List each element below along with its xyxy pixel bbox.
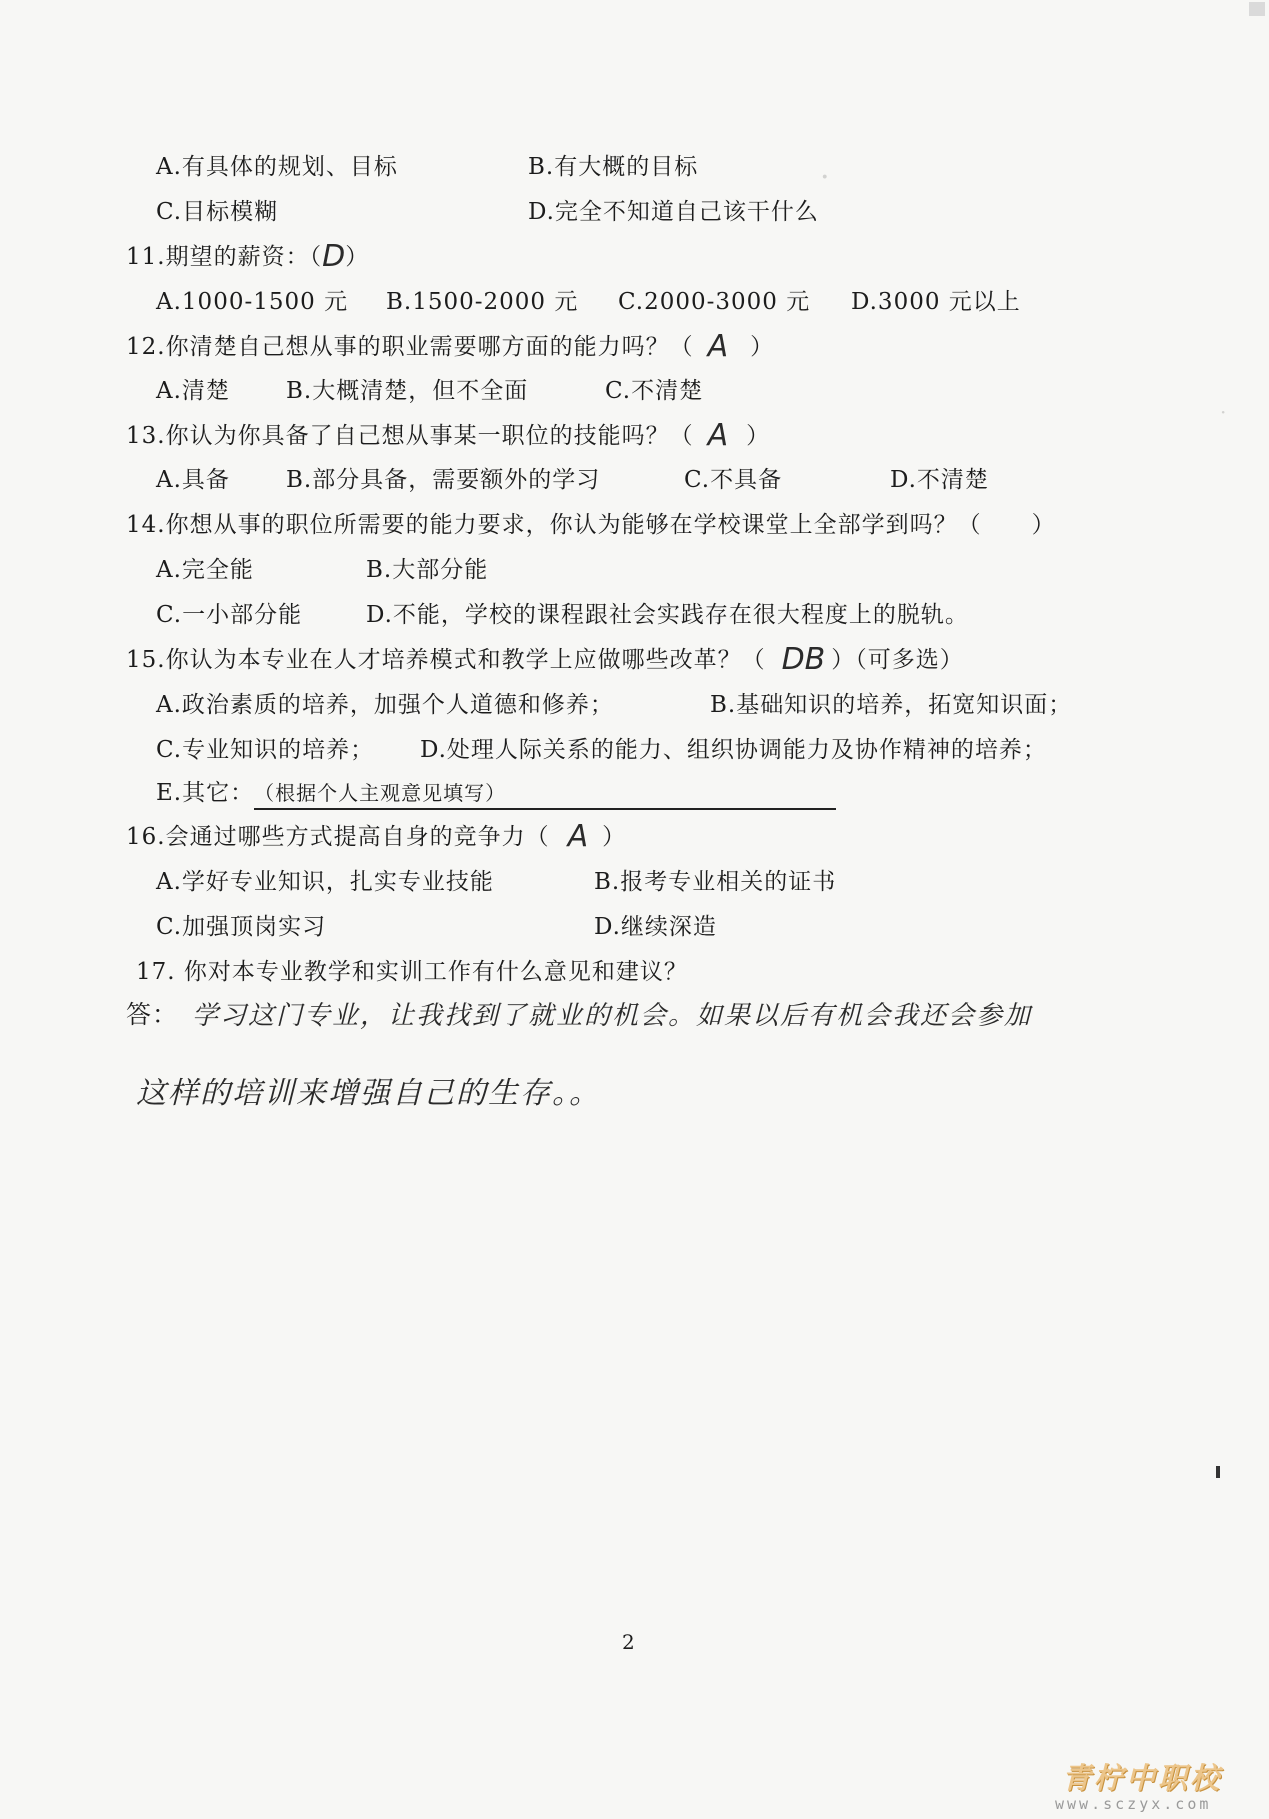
q14-stem-close: ） — [1031, 512, 1056, 538]
q15-handwritten-answer: DB — [781, 642, 826, 677]
q15-option-e — [156, 778, 836, 810]
watermark-logo: 青柠中职校 — [1062, 1761, 1223, 1795]
q13-handwritten-answer: A — [707, 418, 729, 453]
q14-option-c: C.一小部分能 — [156, 602, 303, 628]
watermark-url: www.sczyx.com — [1055, 1795, 1212, 1813]
q15-option-c: C.专业知识的培养； — [156, 737, 375, 763]
bleed-through-margin: · — [1220, 400, 1227, 424]
q12-handwritten-answer: A — [707, 329, 729, 364]
q14-option-b: B.大部分能 — [366, 557, 489, 583]
q10-option-d: D.完全不知道自己该干什么 — [528, 199, 819, 225]
q14-option-d: D.不能，学校的课程跟社会实践存在很大程度上的脱轨。 — [366, 602, 969, 628]
q15-option-d: D.处理人际关系的能力、组织协调能力及协作精神的培养； — [420, 737, 1047, 763]
q17-handwritten-answer-line-1: 学习这门专业，让我找到了就业的机会。如果以后有机会我还会参加 — [192, 1001, 1033, 1031]
q17-answer-label: 答： — [126, 1000, 179, 1029]
q13-stem-text: 13.你认为你具备了自己想从事某一职位的技能吗？（ — [126, 423, 694, 449]
q10-option-b: B.有大概的目标 — [528, 154, 699, 180]
q16-stem-text: 16.会通过哪些方式提高自身的竞争力（ — [126, 824, 550, 850]
q13-stem — [126, 418, 771, 453]
q16-option-c: C.加强顶岗实习 — [156, 914, 327, 940]
q11-option-b: B.1500-2000 元 — [386, 289, 579, 315]
page-number: 2 — [622, 1630, 635, 1654]
bleed-through-title: · — [820, 160, 830, 195]
q16-stem — [126, 819, 627, 854]
q10-option-a: A.有具体的规划、目标 — [156, 154, 398, 180]
q13-option-b: B.部分具备，需要额外的学习 — [286, 467, 601, 493]
q15-stem — [126, 642, 964, 677]
q11-stem-close: ） — [345, 244, 370, 270]
q12-stem — [126, 329, 775, 364]
q15-option-a: A.政治素质的培养，加强个人道德和修养； — [156, 692, 614, 718]
q15-option-e-label: E.其它： — [156, 780, 255, 806]
scan-corner-mark — [1249, 2, 1265, 16]
q15-stem-text: 15.你认为本专业在人才培养模式和教学上应做哪些改革？（ — [126, 647, 766, 673]
q11-option-d: D.3000 元以上 — [851, 289, 1021, 315]
q12-option-c: C.不清楚 — [605, 378, 704, 404]
q14-stem — [126, 510, 1056, 540]
q12-option-a: A.清楚 — [156, 378, 230, 404]
q13-option-d: D.不清楚 — [890, 467, 989, 493]
q16-option-d: D.继续深造 — [594, 914, 717, 940]
q13-stem-close: ） — [746, 423, 771, 449]
q12-stem-text: 12.你清楚自己想从事的职业需要哪方面的能力吗？（ — [126, 334, 694, 360]
q13-option-a: A.具备 — [156, 467, 230, 493]
q11-option-a: A.1000-1500 元 — [156, 289, 349, 315]
q16-option-a: A.学好专业知识，扎实专业技能 — [156, 869, 494, 895]
q14-stem-text: 14.你想从事的职位所需要的能力要求，你认为能够在学校课堂上全部学到吗？（ — [126, 512, 982, 538]
q16-handwritten-answer: A — [567, 819, 589, 854]
q17-handwritten-answer-line-2: 这样的培训来增强自己的生存。。 — [136, 1076, 601, 1111]
q12-stem-close: ） — [750, 334, 775, 360]
q11-handwritten-answer: D — [322, 239, 346, 274]
q12-option-b: B.大概清楚，但不全面 — [286, 378, 529, 404]
q15-option-b: B.基础知识的培养，拓宽知识面； — [710, 692, 1073, 718]
q16-stem-close: ） — [602, 824, 627, 850]
q15-stem-close: ）（可多选） — [831, 647, 964, 673]
q15-option-e-note: （根据个人主观意见填写） — [254, 781, 507, 805]
q14-option-a: A.完全能 — [156, 557, 254, 583]
q13-option-c: C.不具备 — [684, 467, 783, 493]
q17-stem: 17. 你对本专业教学和实训工作有什么意见和建议？ — [136, 959, 688, 985]
q15-option-e-fill-line — [254, 778, 836, 810]
scan-ink-dot — [1216, 1466, 1220, 1478]
q11-option-c: C.2000-3000 元 — [618, 289, 811, 315]
q16-option-b: B.报考专业相关的证书 — [594, 869, 837, 895]
q11-stem — [126, 239, 370, 274]
q10-option-c: C.目标模糊 — [156, 199, 279, 225]
q11-stem-text: 11.期望的薪资：（ — [126, 244, 323, 270]
